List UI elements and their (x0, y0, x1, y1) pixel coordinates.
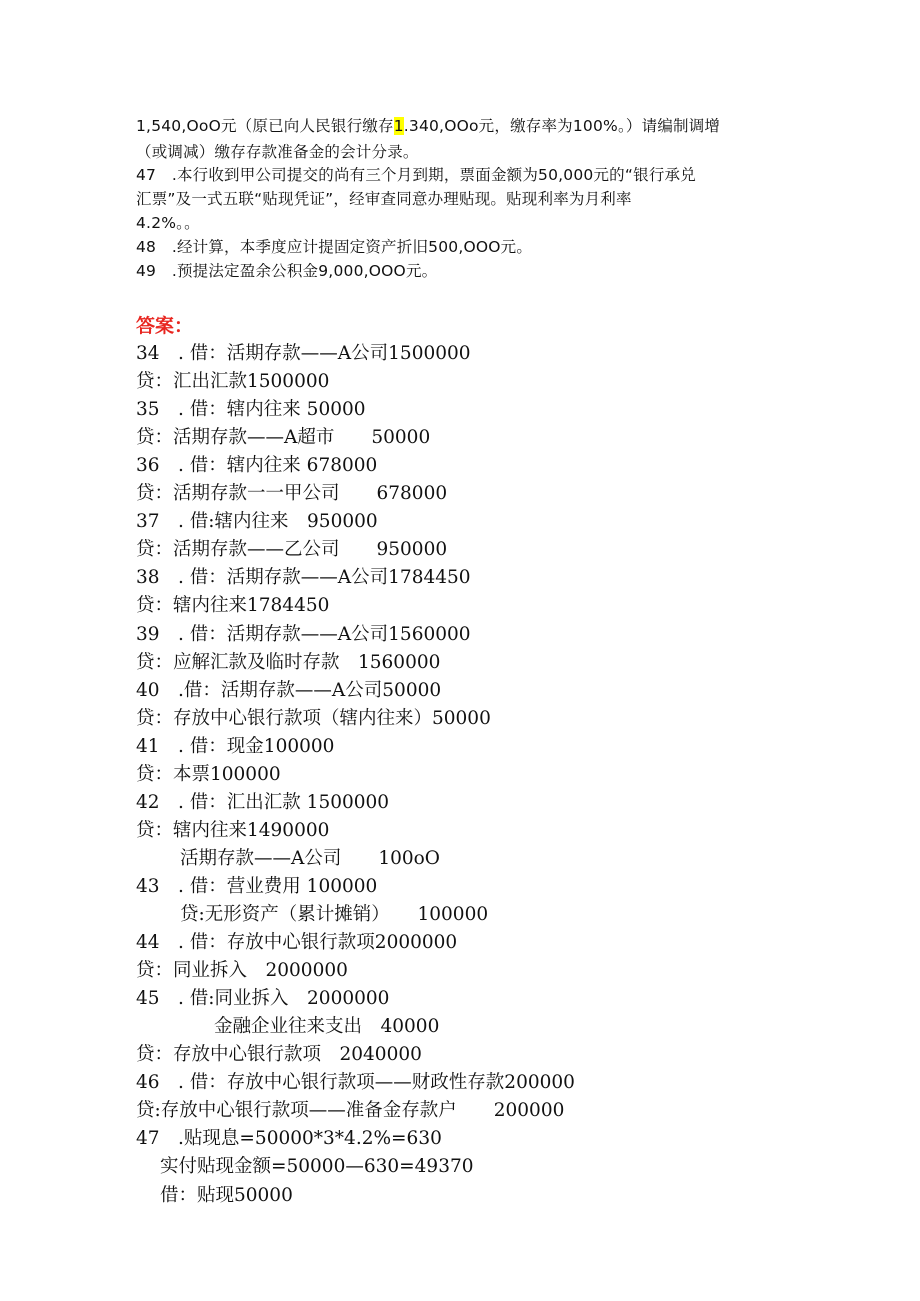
answer-line: 40 .借：活期存款——A公司50000 (136, 679, 442, 701)
answer-line: 实付贴现金额=50000—630=49370 (160, 1156, 474, 1178)
question-46-line-1 (136, 116, 720, 136)
question-48: 48 .经计算，本季度应计提固定资产折旧500,OOO元。 (136, 238, 533, 256)
answers-heading: 答案： (136, 315, 194, 337)
answer-line: 贷：活期存款——A超市 50000 (136, 427, 431, 449)
question-46-line-2: （或调减）缴存存款准备金的会计分录。 (136, 143, 419, 161)
answer-line: 36 . 借：辖内往来 678000 (136, 455, 378, 477)
question-47-line-2: 汇票”及一式五联“贴现凭证”，经审查同意办理贴现。贴现利率为月利率 (136, 190, 632, 208)
answer-line: 44 . 借：存放中心银行款项2000000 (136, 932, 458, 954)
answer-line: 41 . 借：现金100000 (136, 735, 335, 757)
answer-line: 贷：辖内往来1784450 (136, 595, 330, 617)
question-text: 1,540,OoO元（原已向人民银行缴存 (136, 117, 394, 135)
answer-line: 38 . 借：活期存款——A公司1784450 (136, 567, 471, 589)
answer-line: 43 . 借：营业费用 100000 (136, 875, 378, 897)
answer-line: 贷：活期存款——乙公司 950000 (136, 539, 448, 561)
question-47-line-3: 4.2%。。 (136, 214, 200, 232)
answer-line: 35 . 借：辖内往来 50000 (136, 399, 366, 421)
highlighted-text: 1 (393, 117, 404, 135)
answer-line: 42 . 借：汇出汇款 1500000 (136, 791, 390, 813)
answer-line: 活期存款——A公司 100oO (180, 847, 440, 869)
answer-line: 贷：存放中心银行款项 2040000 (136, 1044, 422, 1066)
answer-line: 借：贴现50000 (160, 1184, 293, 1206)
answer-line: 34 . 借：活期存款——A公司1500000 (136, 343, 471, 364)
question-text: .340,OOo元，缴存率为100%。）请编制调增 (403, 117, 721, 135)
answer-line: 贷：活期存款一一甲公司 678000 (136, 483, 448, 505)
question-49: 49 .预提法定盈余公积金9,000,OOO元。 (136, 262, 438, 280)
question-47-line-1: 47 .本行收到甲公司提交的尚有三个月到期，票面金额为50,000元的“银行承兑 (136, 166, 696, 184)
answer-line: 47 .贴现息=50000*3*4.2%=630 (136, 1128, 442, 1150)
answer-line: 贷：存放中心银行款项（辖内往来）50000 (136, 707, 491, 729)
answer-line: 45 . 借:同业拆入 2000000 (136, 988, 390, 1010)
answer-line: 金融企业往来支出 40000 (214, 1016, 440, 1038)
answer-line: 贷：同业拆入 2000000 (136, 960, 348, 982)
answer-line: 37 . 借:辖内往来 950000 (136, 511, 378, 533)
answer-line: 贷:存放中心银行款项——准备金存款户 200000 (136, 1100, 565, 1122)
answer-line: 39 . 借：活期存款——A公司1560000 (136, 623, 471, 645)
answer-line: 46 . 借：存放中心银行款项——财政性存款200000 (136, 1072, 575, 1094)
answer-line: 贷：汇出汇款1500000 (136, 371, 330, 393)
answer-line: 贷：辖内往来1490000 (136, 819, 330, 841)
answer-line: 贷：应解汇款及临时存款 1560000 (136, 651, 441, 673)
answer-line: 贷：本票100000 (136, 763, 281, 785)
answer-line: 贷:无形资产（累计摊销） 100000 (180, 904, 489, 925)
